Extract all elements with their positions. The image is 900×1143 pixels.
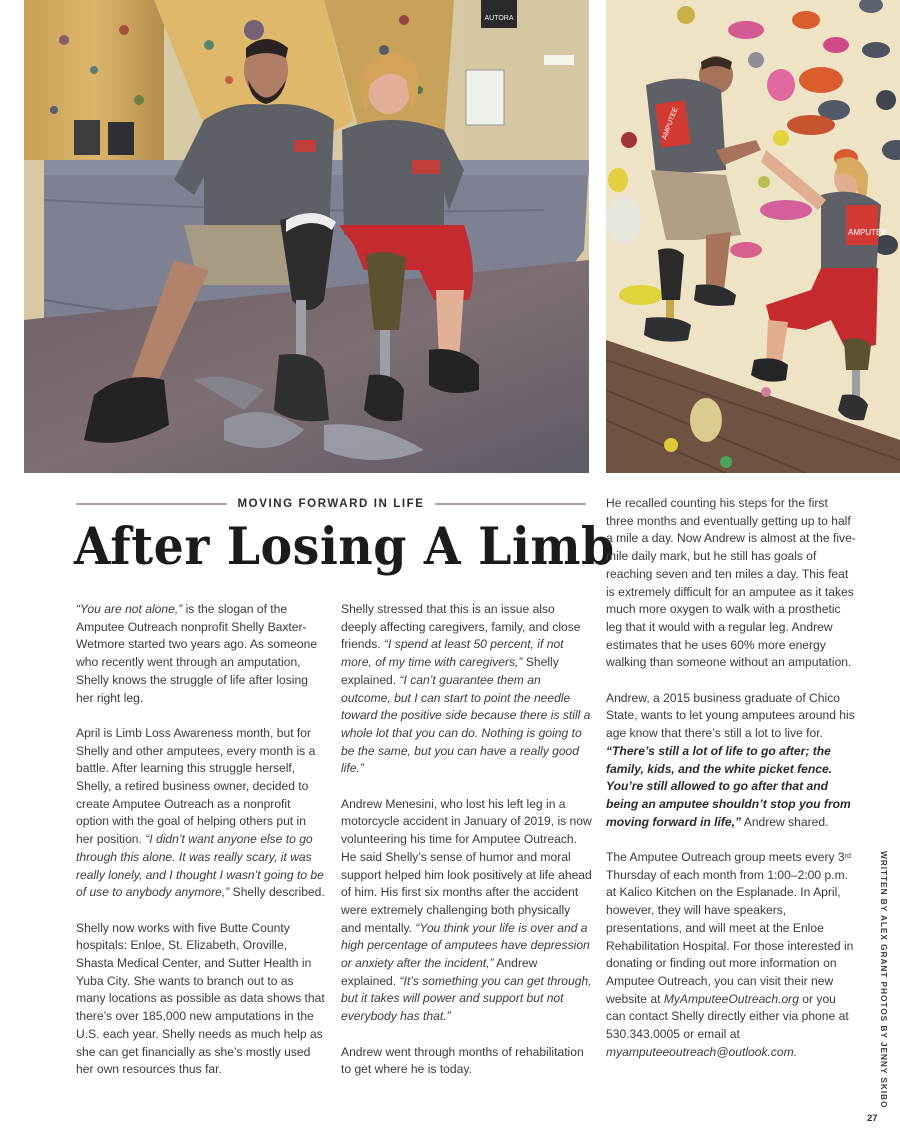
article-column-3: [606, 495, 856, 1061]
article-paragraph: [606, 690, 856, 832]
article-paragraph: [341, 1044, 593, 1079]
hero-photo-illustration: [24, 0, 589, 473]
kicker-rule-left: [76, 503, 227, 505]
article-column-2: [341, 601, 593, 1079]
byline-credits: WRITTEN BY ALEX GRANT PHOTOS BY JENNY SKIBO: [879, 851, 889, 1109]
body-text: Andrew shared.: [741, 814, 829, 829]
body-text: The Amputee Outreach group meets every 3: [606, 850, 845, 865]
quote-text: “I can’t guarantee them an outcome, but I can start to point the needle toward the positive side because there is still a whole lot that you can do. Nothing is going to be the same, but you can have a really good life.”: [341, 672, 591, 776]
body-text: Shelly described.: [229, 885, 325, 900]
hero-photo-seated: [24, 0, 589, 473]
article-paragraph: [606, 849, 856, 1061]
quote-text: MyAmputeeOutreach.org: [663, 991, 799, 1006]
ordinal-suffix: rd: [844, 853, 851, 861]
svg-text:AMPUTEE: AMPUTEE: [848, 228, 887, 237]
page-number: 27: [867, 1113, 878, 1124]
hero-photo-climbing: [606, 0, 900, 473]
body-text: Thursday of each month from 1:00–2:00 p.m. at Kalico Kitchen on the Esplanade. In April, however, they will have speakers, presentations, and will meet at the Enloe Rehabilitation Hospital. For those interested in donating or finding out more information on Amputee Outreach, you can visit their new website at: [606, 867, 854, 1006]
article-paragraph: [341, 796, 593, 1026]
body-text: Shelly now works with five Butte County hospitals: Enloe, St. Elizabeth, Oroville, Shasta Medical Center, and Sutter Health in Yuba City. She wants to branch out to as many locations as possible as data shows that there’s over 185,000 new amputations in the U.S. each year. Shelly needs as much help as she can get financially as she’s mostly used her own resources thus far.: [76, 920, 325, 1077]
svg-text:AUTORA: AUTORA: [484, 15, 514, 22]
article-paragraph: [76, 725, 326, 902]
article-paragraph: [341, 601, 593, 778]
body-text: Andrew Menesini, who lost his left leg in a motorcycle accident in January of 2019, is now volunteering his time for Amputee Outreach. He said Shelly’s sense of humor and moral support helped him look positively at life ahead of him. His first six months after the accident were extremely challenging both physically and mentally.: [341, 796, 592, 935]
climbing-photo-illustration: [606, 0, 900, 473]
article-column-1: [76, 601, 326, 1079]
quote-text: myamputeeoutreach@outlook.com.: [606, 1044, 798, 1059]
body-text: He recalled counting his steps for the first three months and eventually getting up to half a mile a day. Now Andrew is almost at the five-mile daily mark, but he still has goals of reaching seven and ten miles a day. This feat is extremely difficult for an amputee as it takes much more oxygen to walk with a prosthetic leg that it would with a regular leg. Andrew estimates that he uses 60% more energy walking than someone without an amputation.: [606, 496, 856, 670]
quote-text: “You think your life is over and a high percentage of amputees have depression or anxiety after the incident,”: [341, 920, 590, 971]
body-text: Shelly stressed that this is an issue also deeply affecting caregivers, family, and close friends.: [341, 602, 581, 652]
body-text: Andrew, a 2015 business graduate of Chico State, wants to let young amputees around his age know that there’s still a lot to live for.: [606, 690, 855, 741]
body-text: is the slogan of the Amputee Outreach nonprofit Shelly Baxter-Wetmore started two years ago. As someone who recently went through an amputation, Shelly knows the struggle of life after losing her right leg.: [76, 602, 318, 705]
body-text: or you can contact Shelly directly either via phone at 530.343.0005 or email at: [606, 991, 849, 1042]
body-text: Andrew went through months of rehabilitation to get where he is today.: [341, 1044, 584, 1077]
body-text: Shelly explained.: [341, 655, 559, 687]
body-text: April is Limb Loss Awareness month, but for Shelly and other amputees, every month is a battle. After learning this struggle herself, Shelly, a retired business owner, decided to create Amputee Outreach as a nonprofit option with the goal of helping others put in her position.: [76, 725, 316, 847]
quote-text: “I didn’t want anyone else to go through this alone. It was really scary, it was really lonely, and I thought I wasn’t going to be of use to anybody anymore,”: [76, 832, 324, 900]
section-kicker: MOVING FORWARD IN LIFE: [237, 498, 425, 510]
kicker-row: [76, 496, 586, 512]
article-title: After Losing A Limb: [74, 517, 615, 577]
article-paragraph: [76, 920, 326, 1079]
quote-text: “You are not alone,”: [76, 602, 183, 616]
article-paragraph: [606, 495, 856, 672]
quote-text: “I spend at least 50 percent, if not more, of my time with caregivers,”: [341, 637, 564, 670]
quote-text: “It’s something you can get through, but it takes will power and support but not everybody has that.”: [341, 973, 592, 1024]
body-text: Andrew explained.: [341, 956, 538, 988]
article-paragraph: [76, 601, 326, 707]
kicker-rule-right: [435, 503, 586, 505]
svg-text:AMPUTEE: AMPUTEE: [661, 106, 680, 141]
emphasized-quote: “There’s still a lot of life to go after; the family, kids, and the white picket fence. You’re still allowed to go after that and being an amputee shouldn’t stop you from moving forward in life,”: [606, 743, 851, 829]
